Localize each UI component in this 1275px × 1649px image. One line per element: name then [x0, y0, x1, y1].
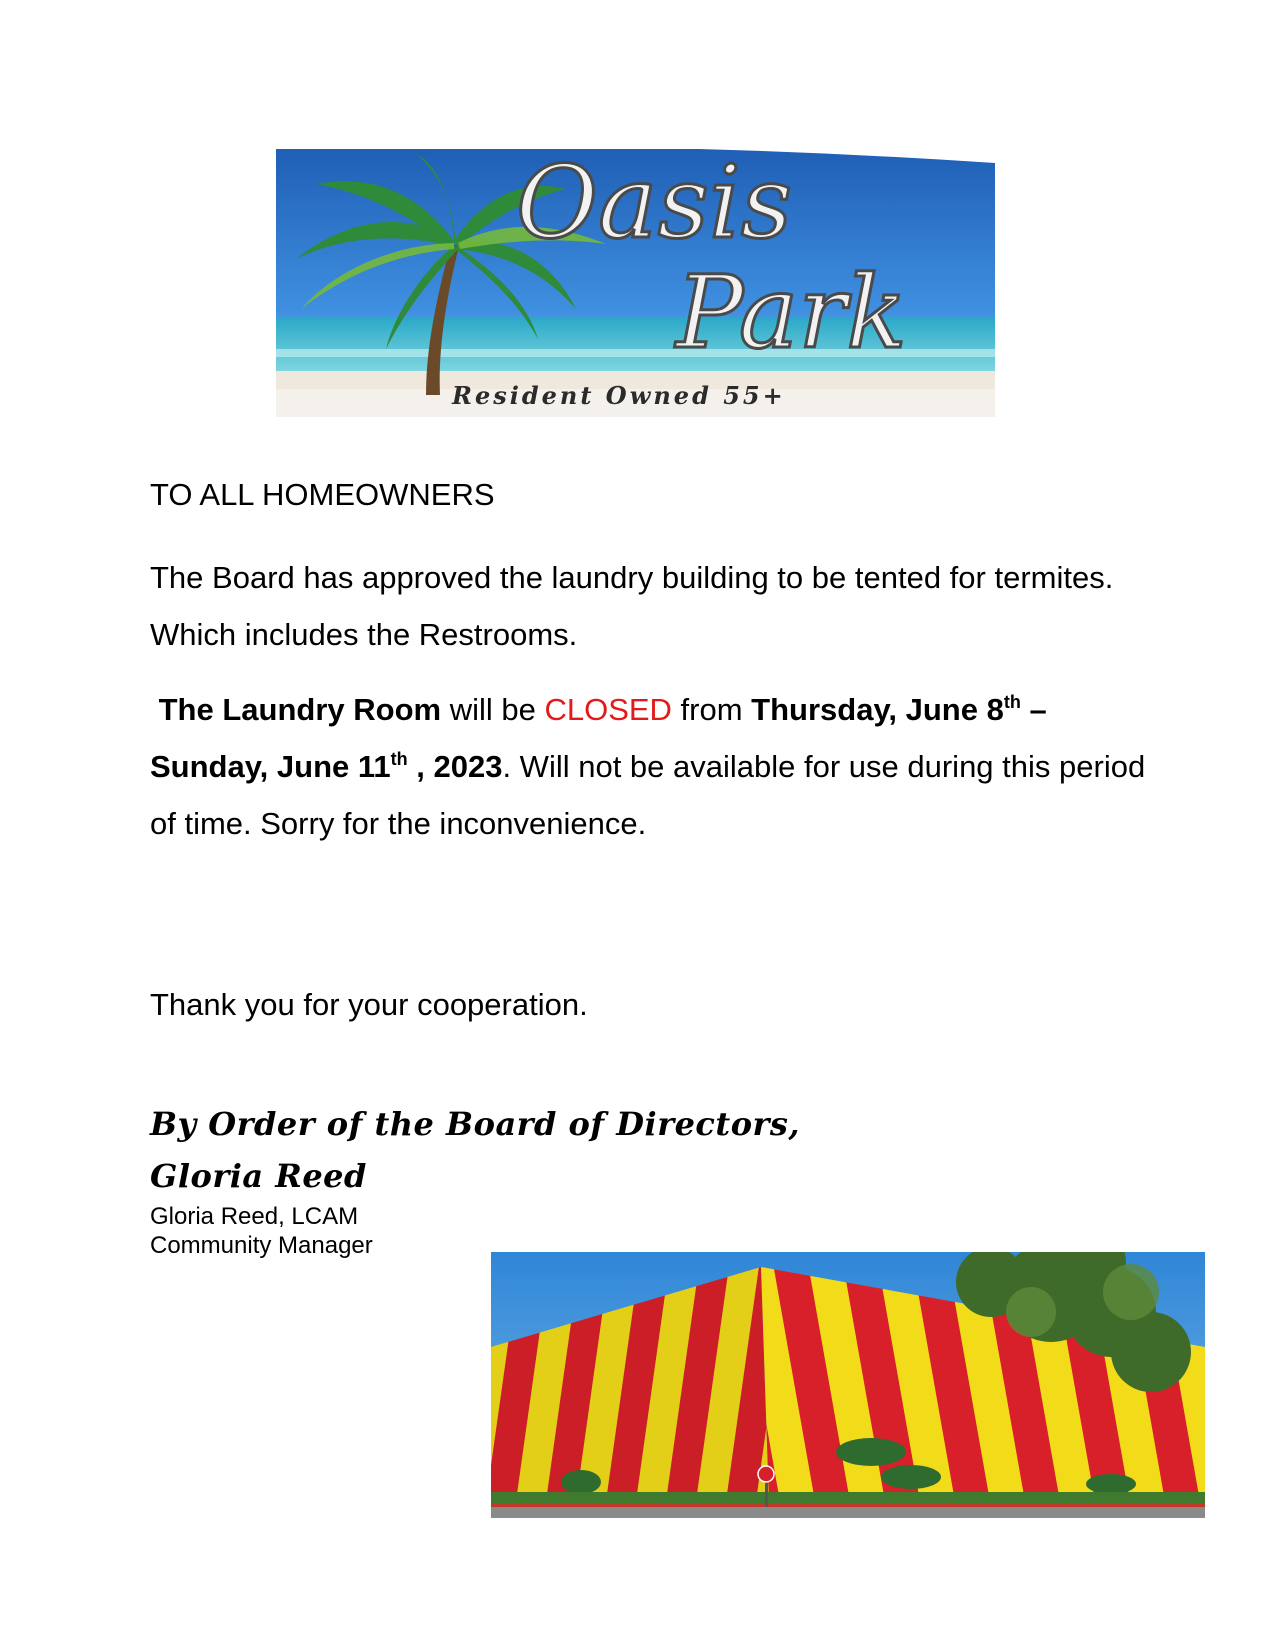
from-text: from	[671, 692, 752, 727]
closure-details: . Will not be available for use during this period of time. Sorry for the inconvenience.	[150, 749, 1146, 841]
notice-heading: TO ALL HOMEOWNERS	[150, 477, 495, 512]
manager-role: Community Manager	[150, 1232, 373, 1259]
thanks-line: Thank you for your cooperation.	[150, 987, 588, 1022]
tented-building-photo	[491, 1252, 1205, 1518]
logo-title-oasis: Oasis	[516, 149, 793, 261]
notice-paragraph-1: The Board has approved the laundry building to be tented for termites. Which includes the Restrooms.	[150, 560, 1114, 652]
laundry-room-label: The Laundry Room	[158, 692, 442, 727]
oasis-park-logo	[276, 149, 995, 417]
signature-order-line: By Order of the Board of Directors,	[150, 1105, 801, 1143]
notice-paragraph-2	[150, 681, 1150, 852]
end-date-suffix: th	[390, 749, 408, 769]
logo-title-park: Park	[676, 254, 907, 371]
will-be-text: will be	[441, 692, 545, 727]
date-dash: –	[1020, 692, 1047, 727]
closed-status: CLOSED	[544, 692, 672, 727]
signature-handwritten-name: Gloria Reed	[150, 1157, 367, 1195]
manager-name: Gloria Reed, LCAM	[150, 1203, 359, 1230]
start-date: Thursday, June 8	[751, 692, 1004, 727]
start-date-suffix: th	[1003, 692, 1021, 712]
year: , 2023	[407, 749, 503, 784]
logo-tagline: Resident Owned 55+	[452, 381, 786, 410]
end-date: Sunday, June 11	[150, 749, 391, 784]
